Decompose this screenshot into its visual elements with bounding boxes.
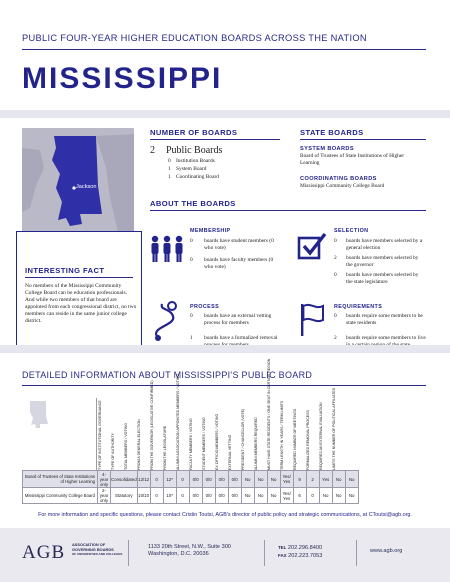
column-header: EXTERNAL VETTING bbox=[228, 434, 232, 470]
boards-count-label: Public Boards bbox=[166, 145, 223, 156]
board-type-label: Coordinating Board bbox=[176, 174, 219, 180]
table-cell: 4-year only bbox=[98, 471, 111, 488]
requirements-text: boards require some members to be state residents bbox=[346, 313, 423, 326]
table-cell: Consolidated bbox=[111, 471, 138, 488]
row-board-name: Mississippi Community College Board bbox=[23, 488, 98, 504]
gray-band bbox=[0, 110, 450, 118]
table-cell: 0/0 bbox=[202, 471, 215, 488]
process-text: boards have a formalized removal bbox=[204, 335, 278, 341]
table-cell: 0 bbox=[306, 488, 319, 504]
board-type-num: 0 bbox=[168, 158, 171, 164]
requirements-num: 2 bbox=[334, 335, 337, 341]
table-cell: 0 bbox=[150, 488, 163, 504]
column-header: TYPE OF INSTITUTIONAL GOVERNANCE bbox=[98, 400, 102, 470]
table-cell: 9 bbox=[293, 471, 306, 488]
table-cell: 0 bbox=[150, 471, 163, 488]
table-cell: Yes/ Yes bbox=[280, 471, 293, 488]
agb-org-name bbox=[72, 543, 122, 557]
column-header: ALUMNI ASSOCIATION APPOINTED MEMBERS / VOTING bbox=[176, 373, 180, 470]
table-cell: No bbox=[267, 471, 280, 488]
column-header: MUST HAVE STATE RESIDENTS / ONE SEAT IN CERTAIN REGION bbox=[267, 358, 271, 470]
table-cell: 2 bbox=[306, 471, 319, 488]
selection-num: 0 bbox=[334, 238, 337, 244]
gray-band bbox=[0, 345, 450, 353]
column-header: FROM THE LEGISLATURE bbox=[163, 425, 167, 470]
website-link[interactable]: www.agb.org bbox=[370, 548, 403, 554]
table-cell: 0/0 bbox=[215, 488, 228, 504]
table-cell: 0/0 bbox=[228, 488, 241, 504]
table-cell: 6 bbox=[293, 488, 306, 504]
table-cell: No bbox=[345, 471, 358, 488]
board-type-label: System Board bbox=[176, 166, 207, 172]
mississippi-outline-icon bbox=[28, 400, 50, 435]
footer-divider bbox=[356, 540, 357, 566]
table-cell: 0/0 bbox=[189, 471, 202, 488]
people-icon bbox=[150, 234, 184, 269]
table-cell: 12* bbox=[163, 471, 176, 488]
phone-block bbox=[278, 544, 322, 561]
section-divider bbox=[150, 210, 426, 211]
page-header-title: PUBLIC FOUR-YEAR HIGHER EDUCATION BOARDS ACROSS THE NATION bbox=[22, 33, 367, 43]
column-guide bbox=[96, 398, 97, 470]
checkbox-icon bbox=[297, 232, 327, 265]
table-cell: 0/0 bbox=[189, 488, 202, 504]
table-cell: 0 bbox=[176, 488, 189, 504]
system-board-name: Board of Trustees of State Institutions of Higher Learning bbox=[300, 153, 405, 166]
tel-label: TEL bbox=[278, 545, 287, 550]
contact-line: For more information and specific questions, please contact Cristin Toutsi, AGB's director of public policy and strategic communications, at CToutsi@agb.org. bbox=[38, 512, 412, 518]
table-cell: No bbox=[241, 488, 254, 504]
process-num: 0 bbox=[190, 313, 193, 319]
footer bbox=[0, 528, 450, 582]
city-label: Jackson bbox=[76, 184, 97, 190]
tel-number: 202.296.8400 bbox=[287, 545, 323, 551]
table-cell: 12/12 bbox=[137, 471, 150, 488]
requirements-num: 0 bbox=[334, 313, 337, 319]
selection-heading: SELECTION bbox=[334, 228, 369, 234]
section-divider bbox=[25, 277, 133, 278]
state-boards-heading: STATE BOARDS bbox=[300, 128, 364, 137]
column-header: REQUIRED NUMBER OF MEETINGS bbox=[293, 408, 297, 470]
membership-text: boards have faculty members (0 who vote) bbox=[204, 257, 274, 270]
coordinating-boards-heading: COORDINATING BOARDS bbox=[300, 176, 377, 182]
process-heading: PROCESS bbox=[190, 304, 220, 310]
table-cell: No bbox=[254, 471, 267, 488]
table-cell: 0/0 bbox=[215, 471, 228, 488]
column-header: EX OFFICIO MEMBERS / VOTING bbox=[215, 413, 219, 470]
fax-number: 202.223.7053 bbox=[288, 553, 323, 560]
membership-num: 0 bbox=[190, 257, 193, 263]
table-cell: No bbox=[319, 488, 332, 504]
column-header: FROM A GENERAL ELECTION bbox=[137, 419, 141, 470]
table-cell: No bbox=[267, 488, 280, 504]
membership-num: 0 bbox=[190, 238, 193, 244]
process-num: 1 bbox=[190, 335, 193, 341]
header-divider bbox=[22, 49, 426, 50]
table-cell: No bbox=[332, 471, 345, 488]
org-line: OF UNIVERSITIES AND COLLEGES bbox=[72, 552, 123, 557]
agb-logo: AGB bbox=[22, 542, 66, 563]
board-type-num: 1 bbox=[168, 166, 171, 172]
column-header: TOTAL MEMBERS / VOTING bbox=[124, 422, 128, 470]
section-divider bbox=[300, 139, 426, 140]
detail-heading: DETAILED INFORMATION ABOUT MISSISSIPPI'S PUBLIC BOARD bbox=[22, 370, 313, 380]
board-type-num: 1 bbox=[168, 174, 171, 180]
column-header: ALUMNI MEMBERS REQUIRED bbox=[254, 417, 258, 470]
table-cell: 10* bbox=[163, 488, 176, 504]
footer-divider bbox=[264, 540, 265, 566]
interesting-fact-text: No members of the Mississippi Community College Board can be education professionals. And while two members of that board are appointed from each congressional district, no two members can reside in the same junior college district. bbox=[25, 283, 137, 324]
state-map bbox=[22, 128, 134, 232]
requirements-text: boards require some members to live bbox=[346, 335, 426, 341]
selection-num: 2 bbox=[334, 255, 337, 261]
board-detail-table bbox=[22, 470, 359, 504]
state-title: MISSISSIPPI bbox=[22, 62, 223, 95]
boards-count: 2 bbox=[150, 145, 155, 156]
table-cell: No bbox=[254, 488, 267, 504]
address bbox=[148, 544, 231, 559]
column-header: TERM LENGTH IN YEARS / TERM LIMITS bbox=[280, 400, 284, 470]
process-path-icon bbox=[150, 300, 186, 347]
table-cell: Statutory bbox=[111, 488, 138, 504]
selection-num: 0 bbox=[334, 272, 337, 278]
address-line: Washington, D.C. 20036 bbox=[148, 551, 209, 558]
table-cell: 10/10 bbox=[137, 488, 150, 504]
table-row bbox=[23, 471, 359, 488]
table-cell: 2-year only bbox=[98, 488, 111, 504]
table-cell: 0/0 bbox=[228, 471, 241, 488]
requirements-heading: REQUIREMENTS bbox=[334, 304, 383, 310]
column-header: REQUIRES AN EXTERNAL EVALUATION bbox=[319, 402, 323, 470]
org-line: GOVERNING BOARDS bbox=[72, 546, 114, 552]
coordinating-board-name: Mississippi Community College Board bbox=[300, 183, 385, 189]
table-cell: 0 bbox=[176, 471, 189, 488]
interesting-fact-box bbox=[16, 231, 142, 347]
column-header: TYPE OF AUTHORITY bbox=[111, 433, 115, 470]
number-of-boards-heading: NUMBER OF BOARDS bbox=[150, 128, 238, 137]
board-type-label: Institution Boards bbox=[176, 158, 215, 164]
table-cell: 0/0 bbox=[202, 488, 215, 504]
table-row bbox=[23, 488, 359, 504]
process-text: boards have an external vetting process for members bbox=[204, 313, 272, 326]
row-board-name: Board of Trustees of State Institutions of Higher Learning bbox=[23, 471, 98, 488]
table-cell: Yes bbox=[319, 471, 332, 488]
column-header: FORMALIZED REMOVAL PROCESS bbox=[306, 410, 310, 470]
org-line: ASSOCIATION OF bbox=[72, 542, 106, 547]
column-header: STUDENT MEMBERS / VOTING bbox=[202, 417, 206, 470]
table-cell: No bbox=[241, 471, 254, 488]
column-header: FROM THE GOVERNOR (LEGISLATIVE CONFIRMED) bbox=[150, 380, 154, 470]
address-line: 1133 20th Street, N.W., Suite 300 bbox=[148, 544, 231, 550]
selection-text: boards have members selected by the state legislature bbox=[346, 272, 419, 285]
table-cell: Yes/ Yes bbox=[280, 488, 293, 504]
detail-divider bbox=[22, 385, 426, 386]
membership-heading: MEMBERSHIP bbox=[190, 228, 231, 234]
system-boards-heading: SYSTEM BOARDS bbox=[300, 146, 354, 152]
column-header: LIMITS THE NUMBER OF POLITICAL AFFILIATES bbox=[332, 387, 336, 470]
flag-icon bbox=[299, 302, 325, 343]
mississippi-map-icon bbox=[22, 128, 134, 232]
board-table bbox=[22, 470, 359, 504]
membership-text: boards have student members (0 who vote) bbox=[204, 238, 274, 251]
table-cell: No bbox=[345, 488, 358, 504]
selection-text: boards have members selected by a general election bbox=[346, 238, 423, 251]
about-boards-heading: ABOUT THE BOARDS bbox=[150, 199, 236, 208]
fax-label: FAX bbox=[278, 553, 287, 559]
footer-divider bbox=[128, 540, 129, 566]
section-divider bbox=[150, 139, 280, 140]
table-cell: No bbox=[332, 488, 345, 504]
column-header: FACULTY MEMBERS / VOTING bbox=[189, 418, 193, 470]
column-header: PRESIDENT / CHANCELLOR (VOTE) bbox=[241, 408, 245, 470]
selection-text: boards have members selected by the governor bbox=[346, 255, 419, 268]
interesting-fact-heading: INTERESTING FACT bbox=[25, 266, 105, 275]
